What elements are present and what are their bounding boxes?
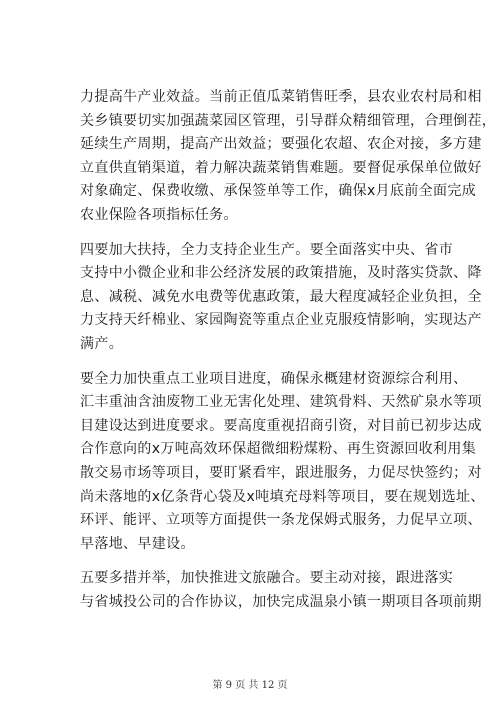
paragraph-gap: [80, 357, 436, 368]
text-line: 农业保险各项指标任务。: [80, 206, 238, 223]
paragraph: [80, 239, 482, 357]
text-line: 与省城投公司的合作协议，加快完成温泉小镇一期项目各项前期: [80, 593, 482, 610]
text-line: 息、减税、减免水电费等优惠政策，最大程度减轻企业负担，全: [80, 288, 482, 305]
paragraph-gap: [80, 228, 436, 239]
text-line: 支持中小微企业和非公经济发展的政策措施，及时落实贷款、降: [80, 265, 482, 282]
text-line: 目建设达到进度要求。要高度重视招商引资，对目前已初步达成: [80, 417, 482, 434]
text-line: 关乡镇要切实加强蔬菜园区管理，引导群众精细管理，合理倒茬，: [80, 112, 497, 129]
text-line: 散交易市场等项目，要盯紧看牢，跟进服务，力促尽快签约；对: [80, 464, 482, 481]
paragraph-gap: [80, 556, 436, 567]
text-line: 四要加大扶持，全力支持企业生产。要全面落实中央、省市: [80, 241, 454, 258]
paragraph: [80, 368, 485, 557]
text-line: 立直供直销渠道，着力解决蔬菜销售难题。要督促承保单位做好: [80, 159, 482, 176]
text-line: 力支持天纤棉业、家园陶瓷等重点企业克服疫情影响，实现达产: [80, 312, 482, 329]
document-body: [80, 86, 497, 614]
text-line: 对象确定、保费收缴、承保签单等工作，确保x月底前全面完成: [80, 183, 477, 200]
text-line: 环评、能评、立项等方面提供一条龙保姆式服务，力促早立项、: [80, 512, 482, 529]
text-line: 汇丰重油含油废物工业无害化处理、建筑骨料、天然矿泉水等项: [80, 394, 482, 411]
text-line: 尚未落地的x亿条背心袋及x吨填充母料等项目，要在规划选址、: [80, 488, 485, 505]
text-line: 早落地、早建设。: [80, 535, 195, 552]
text-line: 延续生产周期，提高产出效益；要强化农超、农企对接，多方建: [80, 136, 482, 153]
paragraph: [80, 86, 497, 228]
text-line: 力提高牛产业效益。当前正值瓜菜销售旺季，县农业农村局和相: [80, 89, 482, 105]
text-line: 合作意向的x万吨高效环保超微细粉煤粉、再生资源回收利用集: [80, 441, 477, 458]
page-footer: 第 9 页 共 12 页: [212, 680, 288, 691]
text-line: 满产。: [80, 335, 124, 352]
paragraph: [80, 567, 482, 614]
text-line: 要全力加快重点工业项目进度，确保永概建材资源综合利用、: [80, 370, 468, 387]
text-line: 五要多措并举，加快推进文旅融合。要主动对接，跟进落实: [80, 570, 454, 587]
